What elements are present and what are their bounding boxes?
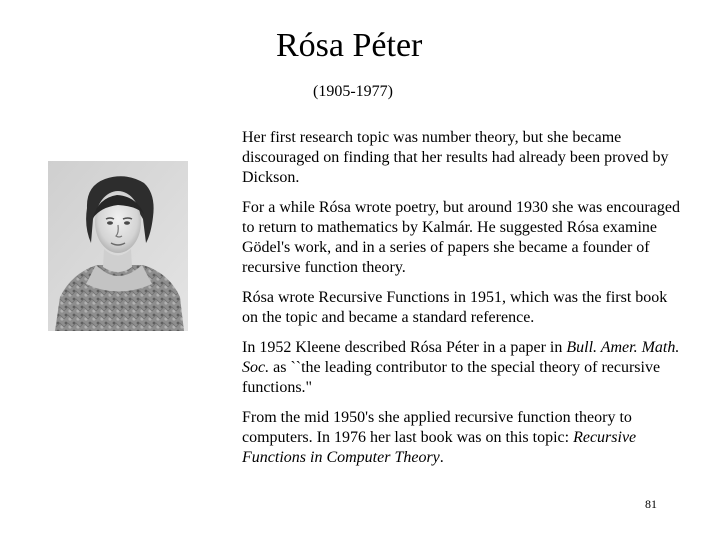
biography-paragraph: For a while Rósa wrote poetry, but around 1930 she was encouraged to return to mathematics by Kalmár. He suggested Rósa examine Gödel's work, and in a series of papers she became a founder of recursive function theory.	[242, 199, 680, 276]
page-number: 81	[645, 497, 657, 511]
paragraph-text: .	[439, 449, 444, 466]
biography-paragraph	[242, 408, 682, 468]
paragraph-text: as ``the leading contributor to the special theory of recursive functions."	[242, 359, 661, 396]
biography-paragraph: Rósa wrote Recursive Functions in 1951, which was the first book on the topic and became a standard reference.	[242, 289, 668, 326]
biography-text	[242, 128, 682, 468]
slide-title: Rósa Péter	[276, 27, 423, 64]
portrait-photo	[48, 161, 188, 331]
biography-paragraph	[242, 338, 682, 398]
paragraph-text: From the mid 1950's she applied recursive function theory to computers. In 1976 her last book was on this topic:	[242, 409, 632, 446]
portrait-photo-icon	[48, 161, 188, 331]
biography-paragraph: Her first research topic was number theory, but she became discouraged on finding that her results had already been proved by Dickson.	[242, 129, 669, 186]
paragraph-text: In 1952 Kleene described Rósa Péter in a paper in	[242, 339, 567, 356]
life-dates: (1905-1977)	[313, 83, 393, 100]
book-title: Recursive Functions in Computer Theory	[242, 429, 637, 466]
journal-title: Bull. Amer. Math. Soc.	[242, 339, 680, 376]
